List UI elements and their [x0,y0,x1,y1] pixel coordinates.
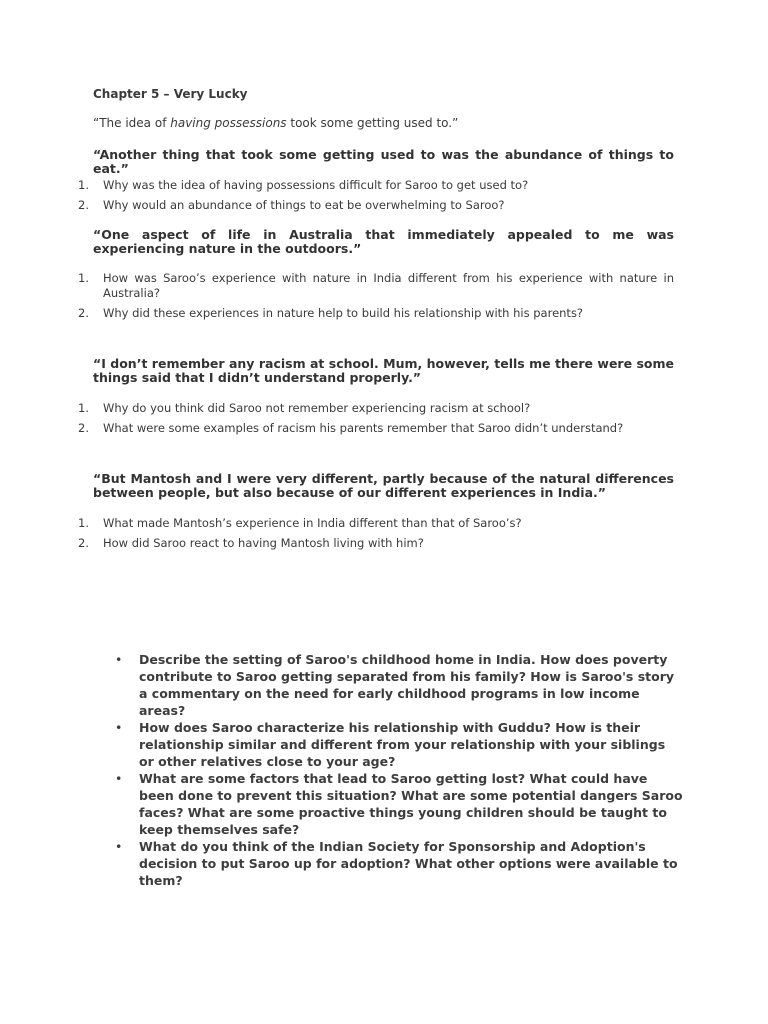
list-item [78,401,674,416]
intro-quote-before: “The idea of [93,116,171,130]
question-number: 2. [78,536,89,550]
intro-quote-after: took some getting used to.” [286,116,459,130]
question-text: How did Saroo react to having Mantosh living with him? [103,536,424,550]
section-4-quote: “But Mantosh and I were very different, partly because of the natural differences between people, but also because of our different experiences in India.” [93,471,674,500]
bullet-icon: • [115,720,123,735]
bullet-icon: • [115,839,123,854]
section-3-quote: “I don’t remember any racism at school. Mum, however, tells me there were some things said that I didn’t understand properly.” [93,356,674,385]
question-text: How was Saroo’s experience with nature in India different from his experience with nature in Australia? [103,271,674,300]
list-item [78,271,674,301]
bullet-text: What are some factors that lead to Saroo getting lost? What could have been done to prevent this situation? What are some potential dangers Saroo faces? What are some proactive things young children should be taught to keep themselves safe? [139,771,683,837]
question-number: 2. [78,198,89,212]
list-item [78,421,674,436]
bullet-text: How does Saroo characterize his relationship with Guddu? How is their relationship similar and different from your relationship with your siblings or other relatives close to your age? [139,720,666,769]
question-text: What were some examples of racism his parents remember that Saroo didn’t understand? [103,421,624,435]
question-text: What made Mantosh’s experience in India different than that of Saroo’s? [103,516,522,530]
list-item [113,770,683,838]
question-text: Why do you think did Saroo not remember experiencing racism at school? [103,401,531,415]
section-2-quote: “One aspect of life in Australia that immediately appealed to me was experiencing nature in the outdoors.” [93,227,674,256]
list-item [78,178,674,193]
discussion-bullets [113,651,683,889]
question-number: 1. [78,271,89,285]
question-number: 2. [78,306,89,320]
bullet-icon: • [115,652,123,667]
question-text: Why would an abundance of things to eat be overwhelming to Saroo? [103,198,505,212]
bullet-text: Describe the setting of Saroo's childhood home in India. How does poverty contribute to Saroo getting separated from his family? How is Saroo's story a commentary on the need for early childhood programs in low income areas? [139,652,675,718]
section-4-questions [78,516,674,556]
question-number: 1. [78,178,89,192]
question-text: Why was the idea of having possessions difficult for Saroo to get used to? [103,178,529,192]
section-3-questions [78,401,674,441]
section-2-questions [78,271,674,326]
list-item [78,516,674,531]
section-1-quote: “Another thing that took some getting used to was the abundance of things to eat.” [93,147,674,176]
bullet-icon: • [115,771,123,786]
question-number: 1. [78,516,89,530]
question-text: Why did these experiences in nature help to build his relationship with his parents? [103,306,584,320]
bullet-text: What do you think of the Indian Society for Sponsorship and Adoption's decision to put Saroo up for adoption? What other options were available to them? [139,839,678,888]
section-1-questions [78,178,674,218]
list-item [113,719,683,770]
list-item [78,306,674,321]
intro-quote-italic: having possessions [170,116,287,130]
question-number: 1. [78,401,89,415]
list-item [78,536,674,551]
chapter-title: Chapter 5 – Very Lucky [93,87,248,101]
list-item [113,838,683,889]
question-number: 2. [78,421,89,435]
list-item [113,651,683,719]
list-item [78,198,674,213]
intro-quote [93,116,458,131]
